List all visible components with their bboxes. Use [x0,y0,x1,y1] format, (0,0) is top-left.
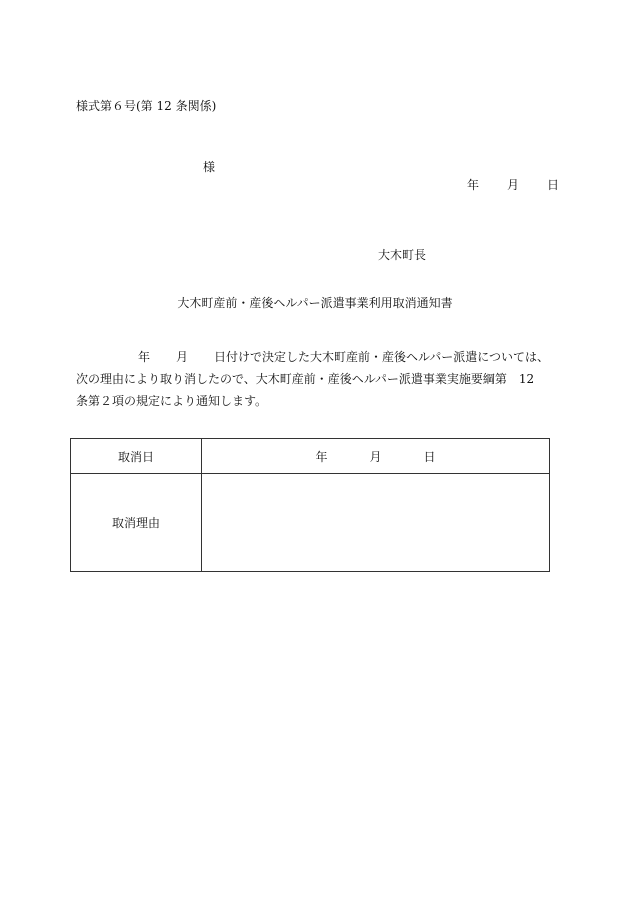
body-line-2: 次の理由により取り消したので、大木町産前・産後ヘルパー派遣事業実施要綱第 12 [76,372,535,386]
addressee-suffix: 様 [203,160,216,174]
cancel-date-label: 取消日 [71,439,202,474]
form-number: 様式第６号(第 12 条関係) [76,99,217,113]
body-line-1 [76,346,556,368]
cancel-date-value [202,439,550,474]
body-year: 年 [138,350,151,364]
issue-date-month: 月 [507,178,520,192]
body-line-3: 条第２項の規定により通知します。 [76,394,268,408]
cancel-date-year: 年 [315,449,328,464]
cancel-reason-value [202,474,550,572]
body-month: 月 [176,350,189,364]
cancellation-table [70,438,550,572]
notice-body [76,346,556,412]
document-title: 大木町産前・産後ヘルパー派遣事業利用取消通知書 [177,296,453,310]
body-line-1-text: 日付けで決定した大木町産前・産後ヘルパー派遣については、 [214,350,549,364]
cancel-reason-row [71,474,550,572]
cancel-date-month: 月 [369,449,382,464]
issue-date [467,178,559,192]
cancel-date-row [71,439,550,474]
issuer-name: 大木町長 [378,248,427,262]
cancel-date-day: 日 [423,449,436,464]
cancel-reason-label: 取消理由 [71,474,202,572]
issue-date-year: 年 [467,178,480,192]
issue-date-day: 日 [547,178,560,192]
